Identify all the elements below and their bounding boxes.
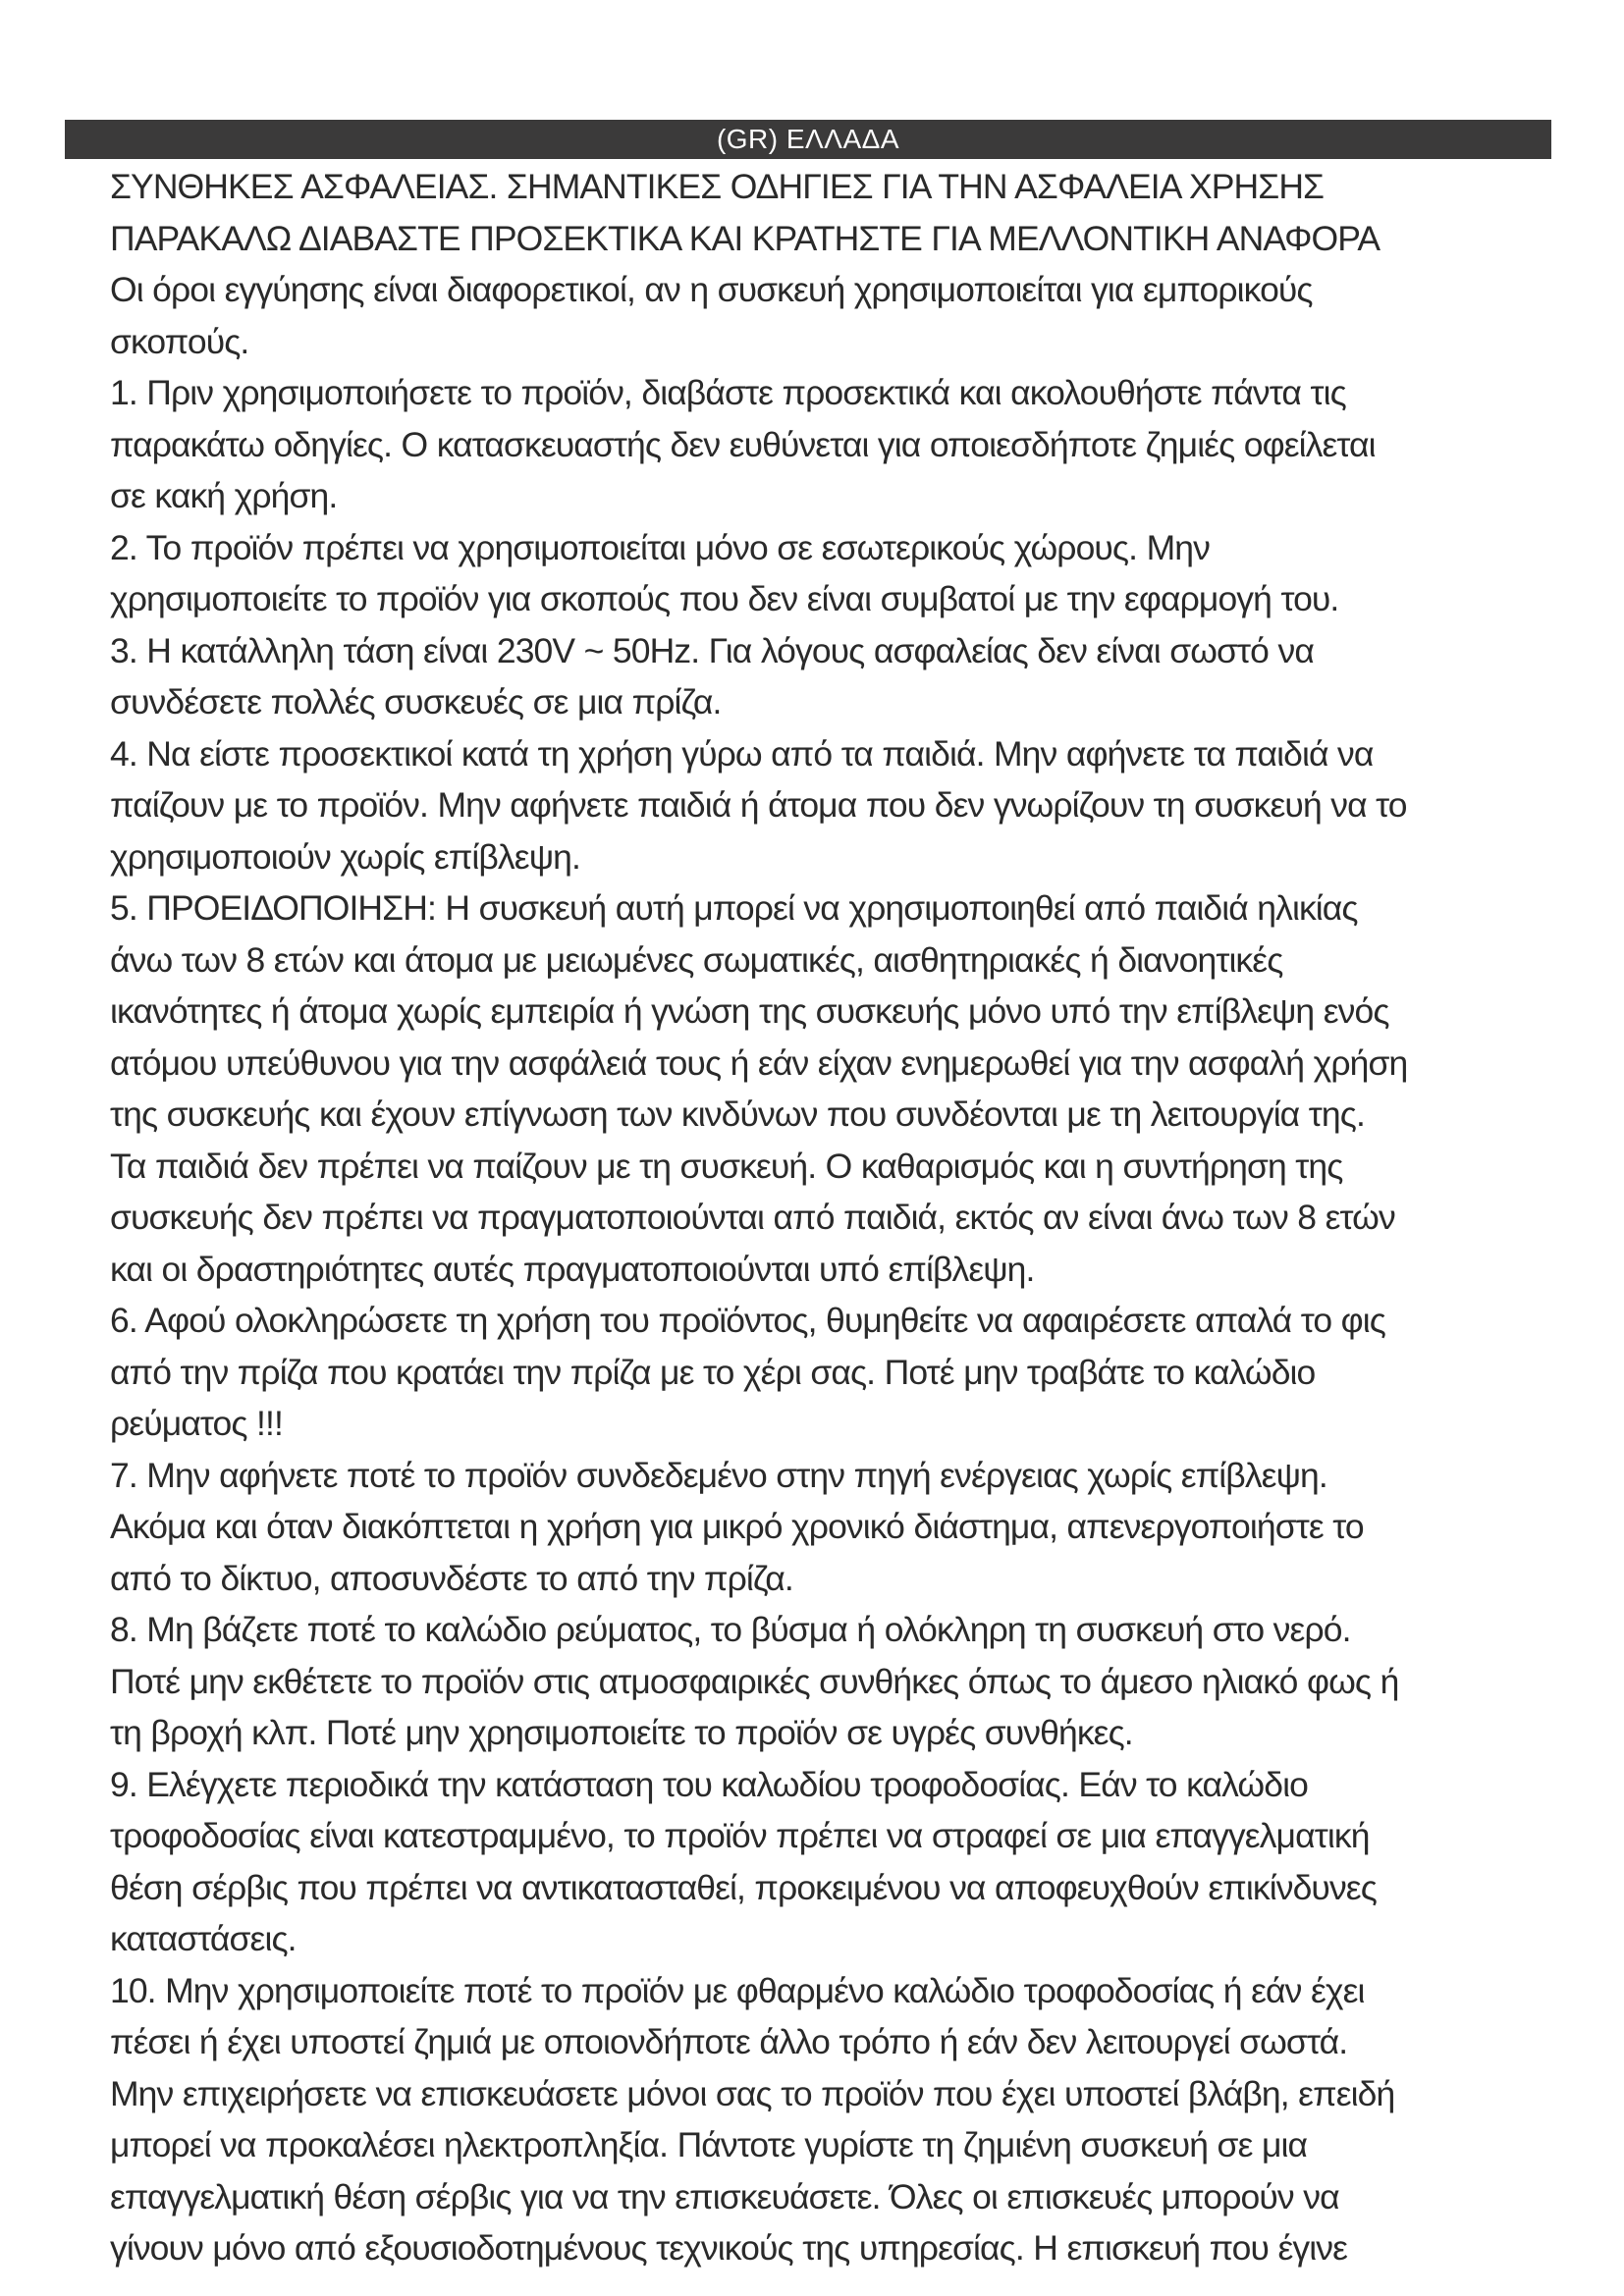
text-line: παρακάτω οδηγίες. Ο κατασκευαστής δεν ευθύνεται για οποιεσδήποτε ζημιές οφείλεται [110,424,1376,464]
text-line: 3. Η κατάλληλη τάση είναι 230V ~ 50Hz. Για λόγους ασφαλείας δεν είναι σωστό να [110,630,1314,670]
text-line: σε κακή χρήση. [110,476,338,515]
text-line: γίνουν μόνο από εξουσιοδοτημένους τεχνικούς της υπηρεσίας. Η επισκευή που έγινε [110,2228,1348,2268]
text-line: επαγγελματική θέση σέρβις για να την επισκευάσετε. Όλες οι επισκευές μπορούν να [110,2176,1339,2216]
text-line: μπορεί να προκαλέσει ηλεκτροπληξία. Πάντοτε γυρίστε τη ζημιένη συσκευή σε μια [110,2125,1308,2164]
text-line: τη βροχή κλπ. Ποτέ μην χρησιμοποιείτε το προϊόν σε υγρές συνθήκες. [110,1713,1133,1752]
text-line: 4. Να είστε προσεκτικοί κατά τη χρήση γύρω από τα παιδιά. Μην αφήνετε τα παιδιά να [110,733,1374,774]
text-line: 8. Μη βάζετε ποτέ το καλώδιο ρεύματος, το βύσμα ή ολόκληρη τη συσκευή στο νερό. [110,1610,1351,1649]
text-line: 5. ΠΡΟΕΙΔΟΠΟΙΗΣΗ: Η συσκευή αυτή μπορεί να χρησιμοποιηθεί από παιδιά ηλικίας [110,888,1358,928]
text-line: χρησιμοποιούν χωρίς επίβλεψη. [110,836,580,877]
text-line: 6. Αφού ολοκληρώσετε τη χρήση του προϊόντος, θυμηθείτε να αφαιρέσετε απαλά το φις [110,1301,1385,1340]
language-header-bar [65,120,1551,159]
text-line: Ακόμα και όταν διακόπτεται η χρήση για μικρό χρονικό διάστημα, απενεργοποιήστε το [110,1507,1364,1546]
text-line: σκοπούς. [110,321,249,361]
heading-safety-conditions: ΣΥΝΘΗΚΕΣ ΑΣΦΑΛΕΙΑΣ. ΣΗΜΑΝΤΙΚΕΣ ΟΔΗΓΙΕΣ ΓΙΑ ΤΗΝ ΑΣΦΑΛΕΙΑ ΧΡΗΣΗΣ [110,167,1325,206]
text-line: Μην επιχειρήσετε να επισκευάσετε μόνοι σας το προϊόν που έχει υποστεί βλάβη, επειδή [110,2073,1395,2113]
text-line: Ποτέ μην εκθέτετε το προϊόν στις ατμοσφαιρικές συνθήκες όπως το άμεσο ηλιακό φως ή [110,1661,1399,1701]
heading-read-carefully: ΠΑΡΑΚΑΛΩ ΔΙΑΒΑΣΤΕ ΠΡΟΣΕΚΤΙΚΑ ΚΑΙ ΚΡΑΤΗΣΤΕ ΓΙΑ ΜΕΛΛΟΝΤΙΚΗ ΑΝΑΦΟΡΑ [110,218,1380,258]
language-label: (GR) ΕΛΛΑΔΑ [716,124,900,154]
text-line: ρεύματος !!! [110,1404,283,1443]
text-line: θέση σέρβις που πρέπει να αντικατασταθεί, προκειμένου να αποφευχθούν επικίνδυνες [110,1867,1377,1907]
text-line: 2. Το προϊόν πρέπει να χρησιμοποιείται μόνο σε εσωτερικούς χώρους. Μην [110,527,1210,567]
text-line: συσκευής δεν πρέπει να πραγματοποιούνται από παιδιά, εκτός αν είναι άνω των 8 ετών [110,1198,1395,1237]
text-line: άνω των 8 ετών και άτομα με μειωμένες σωματικές, αισθητηριακές ή διανοητικές [110,939,1283,980]
text-line: της συσκευής και έχουν επίγνωση των κινδύνων που συνδέονται με τη λειτουργία της. [110,1095,1365,1134]
text-line: 7. Μην αφήνετε ποτέ το προϊόν συνδεδεμένο στην πηγή ενέργειας χωρίς επίβλεψη. [110,1455,1327,1495]
text-line: 1. Πριν χρησιμοποιήσετε το προϊόν, διαβάστε προσεκτικά και ακολουθήστε πάντα τις [110,373,1346,412]
text-line: συνδέσετε πολλές συσκευές σε μια πρίζα. [110,682,722,721]
text-line: ατόμου υπεύθυνου για την ασφάλειά τους ή εάν είχαν ενημερωθεί για την ασφαλή χρήση [110,1042,1408,1083]
text-line: 9. Ελέγχετε περιοδικά την κατάσταση του καλωδίου τροφοδοσίας. Εάν το καλώδιο [110,1764,1308,1804]
safety-instructions [110,161,1573,2274]
text-line: τροφοδοσίας είναι κατεστραμμένο, το προϊόν πρέπει να στραφεί σε μια επαγγελματική [110,1816,1370,1855]
text-line: από την πρίζα που κρατάει την πρίζα με το χέρι σας. Ποτέ μην τραβάτε το καλώδιο [110,1352,1316,1392]
text-line: χρησιμοποιείτε το προϊόν για σκοπούς που δεν είναι συμβατοί με την εφαρμογή του. [110,579,1339,618]
text-line: από το δίκτυο, αποσυνδέστε το από την πρίζα. [110,1558,793,1598]
text-line: ικανότητες ή άτομα χωρίς εμπειρία ή γνώση της συσκευής μόνο υπό την επίβλεψη ενός [110,991,1389,1031]
text-line: 10. Μην χρησιμοποιείτε ποτέ το προϊόν με φθαρμένο καλώδιο τροφοδοσίας ή εάν έχει [110,1970,1365,2010]
text-line: και οι δραστηριότητες αυτές πραγματοποιούνται υπό επίβλεψη. [110,1249,1035,1289]
text-line: παίζουν με το προϊόν. Μην αφήνετε παιδιά ή άτομα που δεν γνωρίζουν τη συσκευή να το [110,785,1407,825]
text-line: Οι όροι εγγύησης είναι διαφορετικοί, αν η συσκευή χρησιμοποιείται για εμπορικούς [110,270,1313,309]
text-line: πέσει ή έχει υποστεί ζημιά με οποιονδήποτε άλλο τρόπο ή εάν δεν λειτουργεί σωστά. [110,2022,1348,2061]
text-line: Τα παιδιά δεν πρέπει να παίζουν με τη συσκευή. Ο καθαρισμός και η συντήρηση της [110,1146,1343,1186]
text-line: καταστάσεις. [110,1919,297,1958]
